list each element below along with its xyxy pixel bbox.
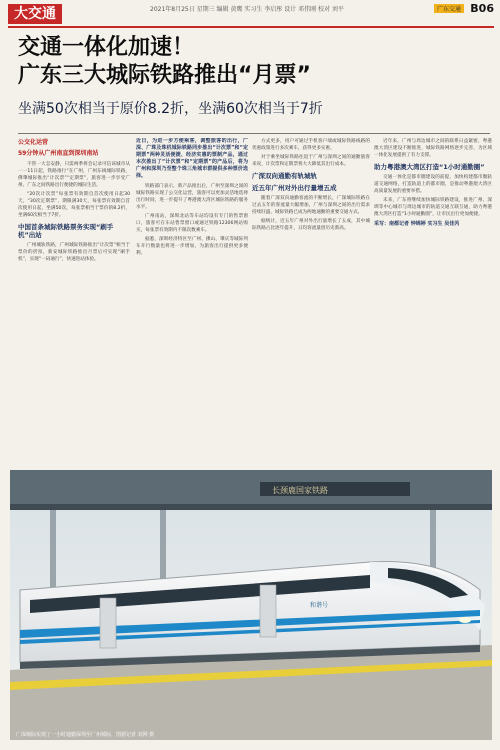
section-subheading: 近五年广州对外出行量增五成 [252, 184, 337, 192]
train-label: 和谐号 [310, 602, 329, 609]
section-heading: 公交化运营 [18, 139, 49, 146]
section-heading: 中国首条城际铁路票务实现“刷手机”出站 [18, 223, 114, 239]
paragraph: 据悉，深圳经济特区至广州、佛山、肇庆等城际列车开行数量也将进一步增加，为旅客出行提供更多便利。 [136, 237, 248, 256]
station-sign: 长颈鹿国家铁路 [272, 486, 328, 495]
headline-divider [18, 133, 490, 134]
paragraph: 据统计，近五年广州对外出行量增长了五成，其中城际铁路占比逐年提升，日均客流量创历史新高。 [252, 219, 370, 231]
article-column-2 [136, 138, 248, 468]
paragraph: 铁路部门表示，新产品推出后，广州至深圳之间的城际铁路实现了公交化运营，旅客可以更加灵活地选择出行时间，进一步提升了粤港澳大湾区城际铁路的服务水平。 [136, 184, 248, 210]
paragraph: 方式更多，用户可通过手机客户端或城际铁路线路的优惠政策进行多次乘车，获得更多实惠。 [252, 139, 370, 151]
section-heading: 广深双向通勤有轨城轨 [252, 172, 317, 180]
section-heading: 助力粤港澳大湾区打造“1小时通勤圈” [374, 163, 485, 171]
paragraph: “20次计次票”每张票有效期自首次使用日起30天，“30次定期票”，期限满30天，每张票有效期自首次使用日起，坐满50次，每张票相当于票价的8.2折，坐满60次相当于7折。 [18, 192, 130, 218]
photo-caption: 广深城际实现了一小时通勤深圳至广州城际，图据记者 刘网 摄 [16, 732, 155, 738]
header-divider [8, 26, 494, 28]
paragraph: 近年来，广州与周边城市之间的联系日益紧密，粤港澳大湾区建设不断推进，城际铁路网络逐步完善，为区域一体化发展提供了有力支撑。 [374, 139, 492, 158]
train-illustration [10, 470, 492, 740]
headline [18, 34, 488, 90]
article-column-3 [252, 138, 370, 468]
paragraph: 交通一体化是都市圈建设的前提，加快构建都市圈轨道交通网络，打造轨道上的都市圈，是推动粤港澳大湾区高质量发展的重要举措。 [374, 175, 492, 194]
paragraph: 不管一大怎安静，只需两季将会记录可信该城市从一一11日起，铁路推行“在广州，广州东线城际铁路，佛肇城际推出“计次票”“定期票”，旅客进一步享受广州、广东之间铁路出行便捷的城际生活。 [18, 162, 130, 188]
byline: 采写：南都记者 钟锦婷 实习生 吴佳芮 [374, 221, 460, 227]
section-tag: 大交通 [8, 4, 62, 24]
section-badge: 广东交通 [434, 4, 464, 13]
paragraph: 广州城轨铁路，广州城际铁路推出“计次票”相当于票价的折扣，新安城际铁路推出月票后可实现“刷手机”，实现“一码通行”，快速进站体验。 [18, 243, 130, 262]
paragraph: 未来，广东将继续加快城际铁路建设，推进广州、深圳等中心城市与周边城市的轨道交通互联互通，助力粤港澳大湾区打造“1小时通勤圈”，让市民出行更加便捷。 [374, 198, 492, 217]
headline-line1: 交通一体化加速！ [18, 35, 195, 60]
train-photo [10, 470, 492, 740]
paragraph: 广州南站，深圳北站等车站均设有专门的售票窗口，旅客可在车站售票窗口或通过铁路12306网站购买，每张票有效期内不限次数乘车。 [136, 214, 248, 233]
headline-line2: 广东三大城际铁路推出“月票” [18, 63, 311, 88]
issue-meta: 2021年8月25日 星期三 编辑 黄鹰 实习生 李启彤 设计 邓伟刚 校对 刘平 [150, 6, 344, 13]
subtitle: 坐满50次相当于原价8.2折，坐满60次相当于7折 [18, 101, 323, 117]
section-subheading: 59分钟从广州南直到深圳南站 [18, 150, 99, 157]
page-header [0, 0, 500, 26]
page-number: B06 [470, 2, 494, 15]
article-column-4 [374, 138, 492, 468]
paragraph: 随着广深双向通勤客流的不断增长，广深城际铁路在过去五年的客流量大幅增加，广州与深圳之间的出行需求持续旺盛，城际铁路已成为两地通勤的重要交通方式。 [252, 196, 370, 215]
lead-paragraph: 近日，为进一步方便乘客，调整旅客的出行，广深、广珠及珠机城际铁路同步推出“计次票”和“定期票”两种灵活便捷、经济实惠的票制产品，通过本次推出了“计次票”和“定期票”的产品后，将为广州和深圳乃至整个珠三角城市群提供多种票价选择。 [136, 138, 248, 179]
paragraph: 对于乘坐城际铁路往返于广州与深圳之间的通勤旅客来说，计次票和定期票将大大降低其出行成本。 [252, 155, 370, 167]
article-column-1 [18, 138, 130, 468]
